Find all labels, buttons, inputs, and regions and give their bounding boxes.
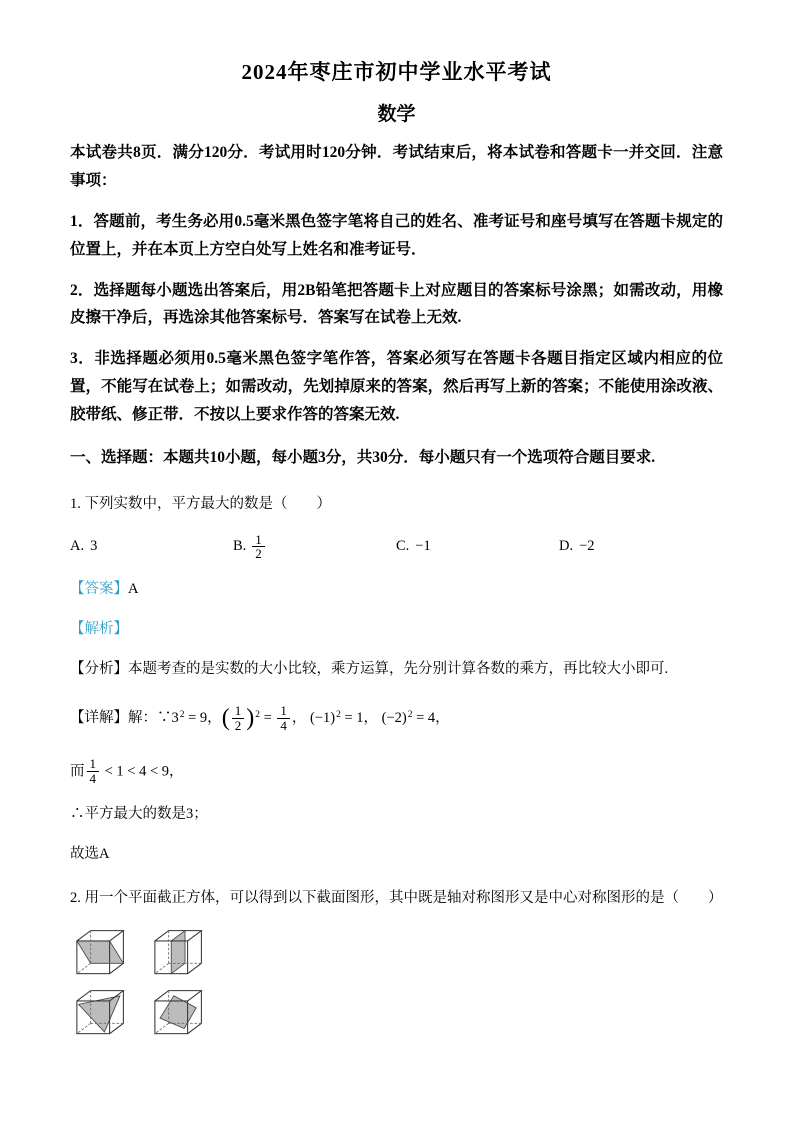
section-heading: 一、选择题：本题共10小题，每小题3分，共30分．每小题只有一个选项符合题目要求.	[70, 449, 656, 467]
math-segment: =	[259, 710, 276, 727]
fraction-one-half: $\frac{1}{2}$	[252, 533, 265, 561]
math-segment: < 1 < 4 < 9，	[101, 763, 184, 780]
q1-option-b	[233, 533, 396, 561]
math-segment: 而	[70, 763, 85, 780]
math-segment: 解：∵3	[128, 710, 179, 727]
fraction-one-quarter: $\frac{1}{4}$	[87, 757, 100, 785]
fenxi-label: 【分析】	[70, 661, 128, 678]
exponent: 2	[179, 709, 185, 720]
cube-figure-2	[148, 925, 210, 981]
option-label: C.	[396, 538, 410, 555]
notice-item-2: 2．选择题每小题选出答案后，用2B铅笔把答题卡上对应题目的答案标号涂黑；如需改动，用橡皮擦干净后，再选涂其他答案标号．答案写在试卷上无效.	[70, 281, 723, 327]
math-segment: = 1，	[340, 710, 379, 727]
cube-figure-4	[148, 985, 210, 1041]
math-segment: (−2)	[381, 710, 407, 727]
answer-label: 【答案】	[70, 580, 128, 597]
notice-item-3: 3．非选择题必须用0.5毫米黑色签字笔作答，答案必须写在答题卡各题目指定区域内相应的位置，不能写在试卷上；如需改动，先划掉原来的答案，然后再写上新的答案；不能使用涂改液、胶带纸、修正带．不按以上要求作答的答案无效.	[70, 350, 723, 424]
math-segment: (−1)	[310, 710, 336, 727]
notice-item-1: 1．答题前，考生务必用0.5毫米黑色签字笔将自己的姓名、准考证号和座号填写在答题卡规定的位置上，并在本页上方空白处写上姓名和准考证号．	[70, 212, 723, 258]
answer-value: A	[128, 580, 139, 597]
q1-stem: 1. 下列实数中，平方最大的数是（ ）	[70, 495, 331, 512]
option-value: −1	[415, 538, 431, 555]
left-paren: (	[221, 705, 230, 732]
fraction-one-half: $\frac{1}{2}$	[232, 704, 245, 732]
exponent: 2	[407, 709, 413, 720]
right-paren: )	[246, 705, 255, 732]
q2-stem: 2. 用一个平面截正方体，可以得到以下截面图形，其中既是轴对称图形又是中心对称图形的是（ ）	[70, 890, 723, 907]
cube-figure-1	[70, 925, 132, 981]
page-title: 2024年枣庄市初中学业水平考试	[241, 60, 552, 84]
q1-jiexi-line	[70, 618, 723, 641]
q1-option-d	[559, 538, 722, 555]
option-value: −2	[579, 538, 595, 555]
exponent: 2	[336, 709, 341, 720]
subject-title: 数学	[377, 104, 416, 125]
option-label: B.	[233, 538, 247, 555]
cube-figure-3	[70, 985, 132, 1041]
q1-answer-line	[70, 578, 723, 601]
q1-fenxi-line	[70, 658, 723, 681]
math-segment: = 4，	[412, 710, 450, 727]
math-segment: ，	[291, 710, 307, 727]
exam-intro: 本试卷共8页．满分120分．考试用时120分钟．考试结束后，将本试卷和答题卡一并交回．注意事项：	[70, 144, 723, 189]
q1-compare-line	[70, 757, 723, 786]
exponent: 2	[255, 709, 260, 720]
q2-figures	[70, 925, 210, 1041]
math-segment: = 9，	[184, 710, 222, 727]
q1-option-a	[70, 538, 233, 555]
option-label: A.	[70, 538, 85, 555]
fraction-one-quarter: $\frac{1}{4}$	[277, 704, 290, 732]
q1-choose: 故选A	[70, 846, 110, 863]
q1-option-c	[396, 538, 559, 555]
q1-detail-line	[70, 696, 723, 742]
jiexi-label: 【解析】	[70, 621, 128, 638]
option-label: D.	[559, 538, 574, 555]
q1-conclusion: ∴平方最大的数是3；	[70, 806, 208, 823]
option-value: 3	[90, 538, 98, 555]
fenxi-text: 本题考查的是实数的大小比较，乘方运算，先分别计算各数的乘方，再比较大小即可.	[128, 661, 669, 678]
q1-options	[70, 533, 723, 561]
detail-label: 【详解】	[70, 710, 128, 727]
